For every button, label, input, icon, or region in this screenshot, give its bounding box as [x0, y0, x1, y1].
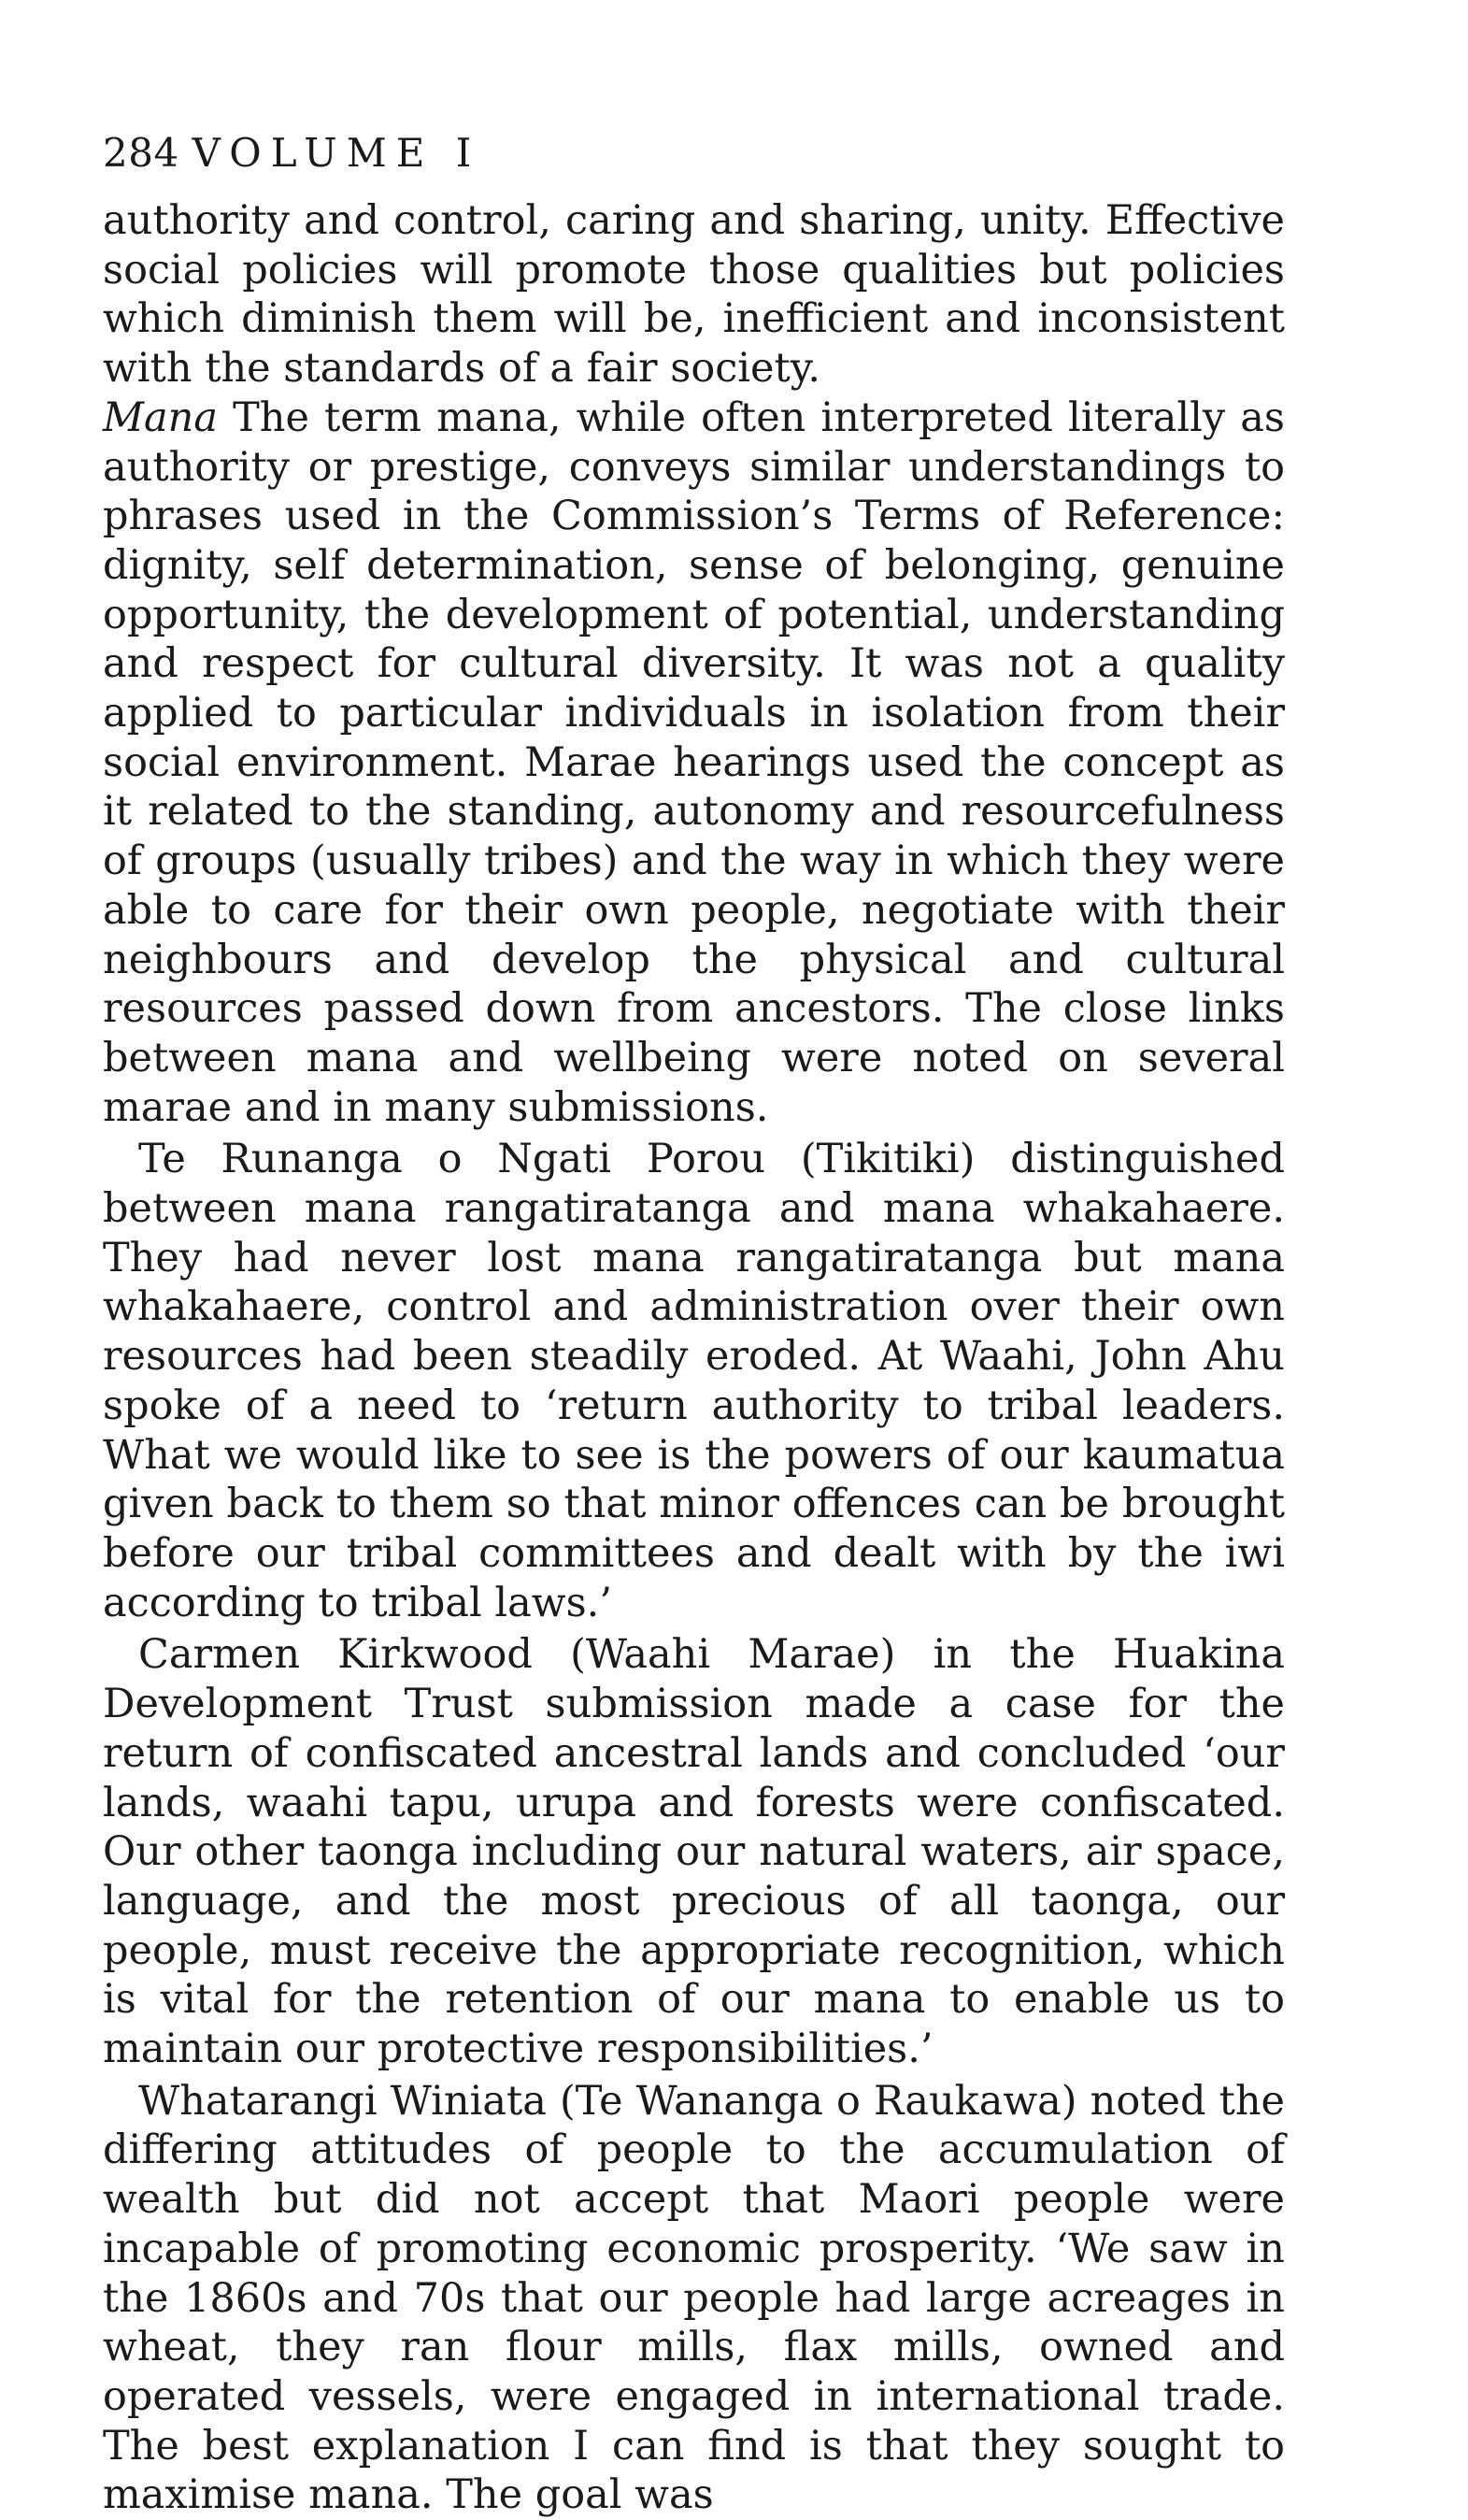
- paragraph-mana: Mana The term mana, while often interpreted literally as authority or prestige, conveys similar understandings to phrases used in the Commission’s Terms of Reference: dignity, self determination, sense of belonging, genuine opportunity, the development of potential, understanding and respect for cultural diversity. It was not a quality applied to particular individuals in isolation from their social environment. Marae hearings used the concept as it related to the standing, autonomy and resourcefulness of groups (usually tribes) and the way in which they were able to care for their own people, negotiate with their neighbours and develop the physical and cultural resources passed down from ancestors. The close links between mana and wellbeing were noted on several marae and in many submissions.: [103, 394, 1285, 1131]
- paragraph-ngati-porou: Te Runanga o Ngati Porou (Tikitiki) distinguished between mana rangatiratanga and mana whakahaere. They had never lost mana rangatiratanga but mana whakahaere, control and administration over their own resources had been steadily eroded. At Waahi, John Ahu spoke of a need to ‘return authority to tribal leaders. What we would like to see is the powers of our kaumatua given back to them so that minor offences can be brought before our tribal committees and dealt with by the iwi according to tribal laws.’: [103, 1136, 1285, 1626]
- volume-title: VOLUME I: [192, 130, 481, 176]
- page-number: 284: [103, 130, 179, 176]
- paragraph-lead-term: Mana: [103, 394, 218, 441]
- document-page: [103, 129, 1285, 2520]
- paragraph-kirkwood: Carmen Kirkwood (Waahi Marae) in the Huakina Development Trust submission made a case for the return of confiscated ancestral lands and concluded ‘our lands, waahi tapu, urupa and forests were confiscated. Our other taonga including our natural waters, air space, language, and the most precious of all taonga, our people, must receive the appropriate recognition, which is vital for the retention of our mana to enable us to maintain our protective responsibilities.’: [103, 1631, 1285, 2073]
- paragraph-winiata: Whatarangi Winiata (Te Wananga o Raukawa) noted the differing attitudes of people to the accumulation of wealth but did not accept that Maori people were incapable of promoting economic prosperity. ‘We saw in the 1860s and 70s that our people had large acreages in wheat, they ran flour mills, flax mills, owned and operated vessels, were engaged in international trade. The best explanation I can find is that they sought to maximise mana. The goal was: [103, 2077, 1285, 2519]
- body-text: [103, 196, 1285, 2520]
- paragraph-continued: authority and control, caring and sharing, unity. Effective social policies will promote those qualities but policies which diminish them will be, inefficient and inconsistent with the standards of a fair society.: [103, 197, 1285, 393]
- running-head: [103, 129, 1285, 178]
